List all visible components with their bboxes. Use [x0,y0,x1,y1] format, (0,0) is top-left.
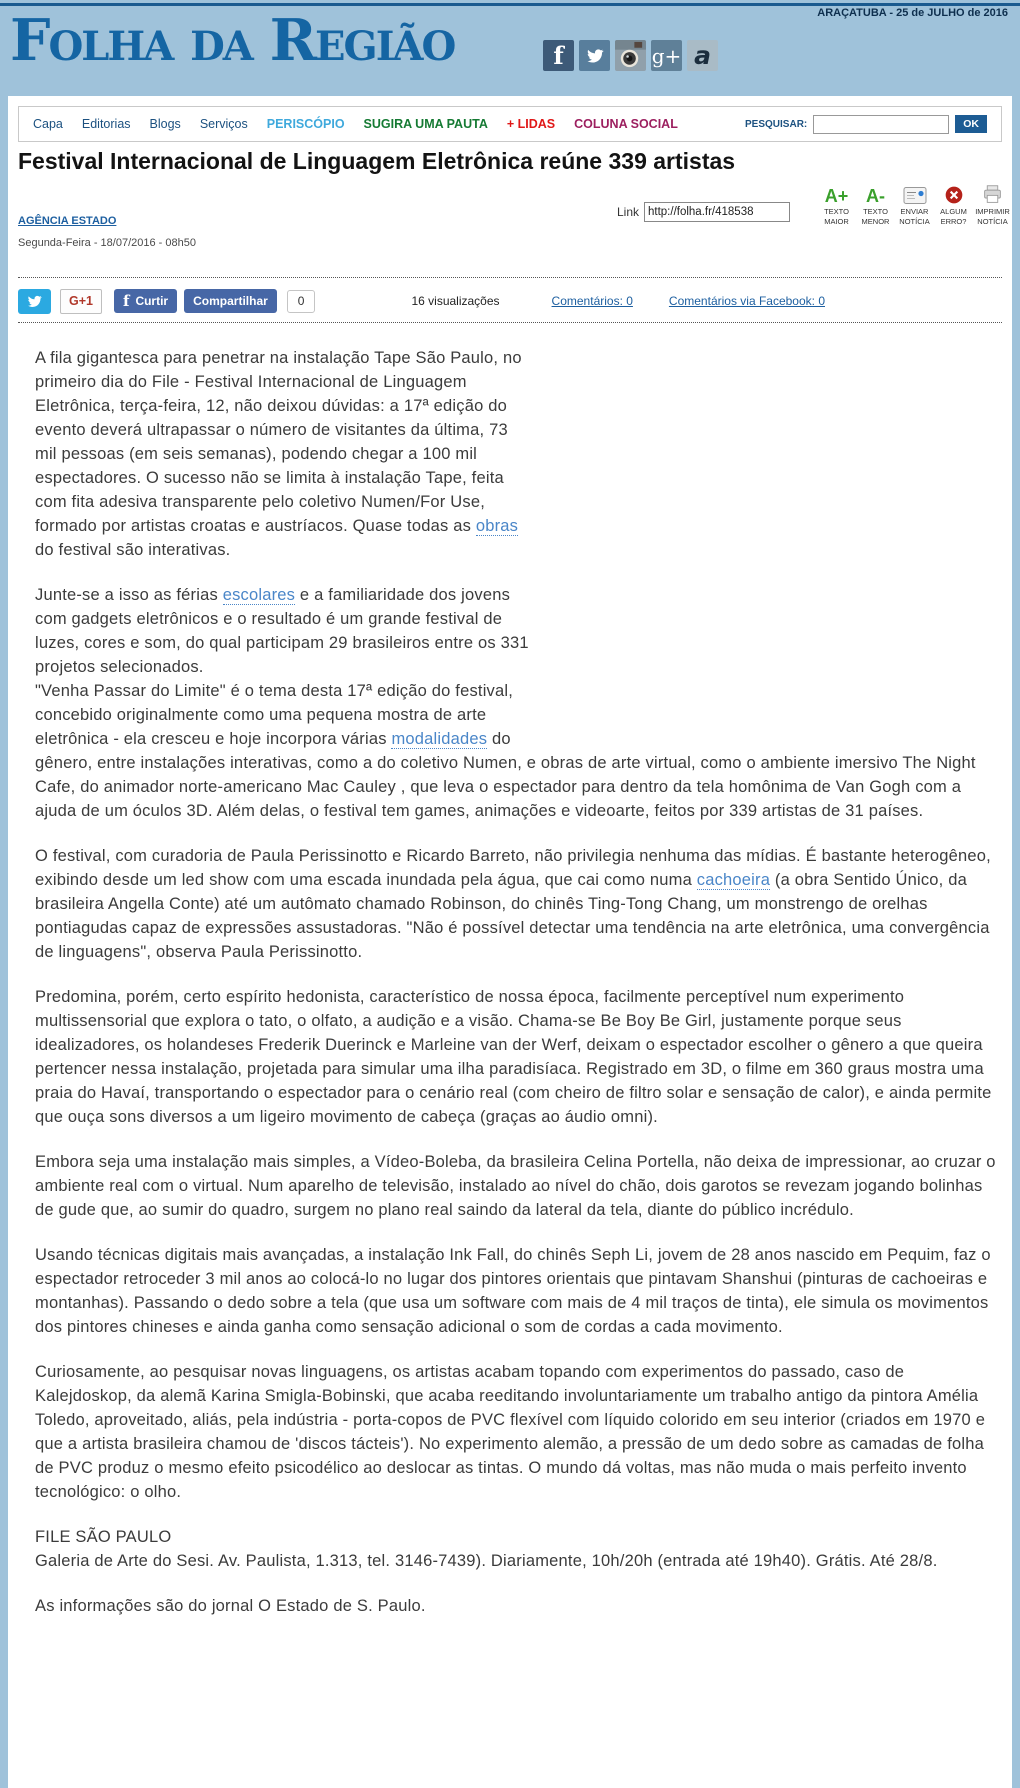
texto-maior-button[interactable] [819,182,854,227]
paragraph-text: "Venha Passar do Limite" é o tema desta 17ª edição do festival, concebido originalmente como uma pequena mostra de arte eletrônica - ela cresceu e hoje incorpora várias [35,682,514,748]
tool-label: IMPRIMIR [975,207,1010,216]
facebook-share-button[interactable] [184,289,277,313]
views-count: 16 visualizações [411,294,500,308]
search-group [745,115,987,134]
search-input[interactable] [813,115,949,134]
texto-menor-button[interactable] [858,182,893,227]
facebook-f-icon: f [122,292,130,310]
nav-item-editorias[interactable]: Editorias [81,117,131,131]
enviar-noticia-icon [903,186,927,205]
article-body [8,323,1012,1639]
image-placeholder [534,346,996,750]
paragraph-text: Galeria de Arte do Sesi. Av. Paulista, 1.313, tel. 3146-7439). Diariamente, 10h/20h (entrada até 19h40). Grátis. Até 28/8. [35,1552,938,1570]
imprimir-noticia-icon [982,184,1003,205]
share-count[interactable]: 0 [287,290,316,313]
paragraph-text: FILE SÃO PAULO [35,1528,172,1546]
search-label: PESQUISAR: [745,118,808,130]
article-paragraph [35,1594,996,1618]
site-logo[interactable]: Folha da Região [10,7,455,74]
paragraph-text: Junte-se a isso as férias [35,586,223,604]
tool-label: NOTÍCIA [977,216,1008,226]
tool-label: TEXTO [863,207,888,216]
like-label: Curtir [135,294,169,308]
twitter-share-button[interactable] [18,289,51,314]
article-paragraph [35,1150,996,1222]
header-social-icons [543,40,718,71]
article-paragraph [35,1243,996,1339]
inline-link[interactable]: obras [475,517,519,535]
app-a-glyph: a [694,41,711,70]
googleplus-glyph: g+ [651,43,682,68]
site-header [0,0,1020,96]
location-date: ARAÇATUBA - 25 de JULHO de 2016 [817,7,1008,19]
texto-maior-icon: A+ [824,186,849,206]
nav-item-periscopio[interactable]: PERISCÓPIO [266,117,345,131]
paragraph-text: e a familiaridade dos jovens com gadgets eletrônicos e o resultado é um grande festival de luzes, cores e som, do qual participam 29 brasileiros entre os 331 projetos selecionados. [35,586,529,676]
paragraph-text: do gênero, entre instalações interativas, como a do coletivo Numen, e obras de arte virtual, como o ambiente imersivo The Night Cafe, do animador norte-americano Mac Cauley , que leva o espectador para dentro da tela homônima de Van Gogh com a ajuda de um óculos 3D. Além delas, o festival tem games, animações e videoarte, feitos por 339 artistas de 31 países. [35,730,976,820]
instagram-camera-icon [615,40,646,71]
facebook-like-button[interactable] [114,289,177,313]
content-area [8,96,1012,1788]
comments-link[interactable]: Comentários: 0 [551,294,633,308]
short-link-input[interactable] [644,202,790,222]
article-tools [819,182,1010,227]
link-label: Link [616,205,639,219]
algum-erro-icon [944,185,964,205]
facebook-icon[interactable] [543,40,574,71]
twitter-icon[interactable] [579,40,610,71]
nav-item-mais-lidas[interactable]: + LIDAS [506,117,556,131]
paragraph-text: Embora seja uma instalação mais simples, a Vídeo-Boleba, da brasileira Celina Portella, não deixa de impressionar, ao cruzar o ambiente real com o virtual. Num aparelho de televisão, instalado ao nível do chão, dois garotos se revezam jogando bolinhas de gude que, ao sumir do quadro, surgem no plano real saindo da lateral da tela, diante do público incrédulo. [35,1153,996,1219]
share-label: Compartilhar [193,294,268,308]
tool-label: ERRO? [940,216,967,226]
nav-item-servicos[interactable]: Serviços [199,117,248,131]
share-bar [18,285,1002,317]
main-navigation [18,106,1002,142]
paragraph-text: Predomina, porém, certo espírito hedonista, característico de nossa época, facilmente perceptível num experimento multissensorial que explora o tato, o olfato, a audição e a visão. Chama-se Be Boy Be Girl, justamente porque seus idealizadores, os holandeses Frederik Duerinck e Marleine van der Werf, deixam o espectador escolher o gênero a que queira pertencer nessa instalação, projetada para simular uma ilha paradisíaca. Registrado em 3D, o filme em 360 graus mostra uma praia do Havaí, transportando o espectador para o cenário real (com cheiro de filtro solar e sensação de calor), e ainda permite que ouça sons diversos a um ligeiro movimento de cabeça (graças ao áudio omni). [35,988,992,1126]
twitter-bird-icon [26,293,43,310]
comments-facebook-link[interactable]: Comentários via Facebook: 0 [668,294,825,308]
tool-label: ALGUM [940,207,967,216]
algum-erro-button[interactable] [936,182,971,227]
paragraph-text: do festival são interativas. [35,541,231,559]
paragraph-text: O festival, com curadoria de Paula Perissinotto e Ricardo Barreto, não privilegia nenhuma das mídias. É bastante heterogêneo, exibindo desde um led show com uma escada inundada pela água, que cai como numa [35,847,991,889]
paragraph-text: (a obra Sentido Único, da brasileira Angella Conte) até um autômato chamado Robinson, do chinês Ting-Tong Chang, um monstrengo de orelhas pontiagudas capaz de expressões assustadoras. "Não é possível detectar uma tendência na arte eletrônica, uma convergência de linguagens", observa Paula Perissinotto. [35,871,990,961]
tool-label: MAIOR [824,216,849,226]
article-paragraph [35,1360,996,1504]
tool-label: ENVIAR [900,207,929,216]
paragraph-text: Usando técnicas digitais mais avançadas, a instalação Ink Fall, do chinês Seph Li, jovem de 28 anos nascido em Pequim, faz o espectador retroceder 3 mil anos ao colocá-lo no lugar dos pintores orientais que pintavam Shanshui (pinturas de cachoeiras e montanhas). Passando o dedo sobre a tela (que usa um software com mais de 4 mil traços de tinta), ele simula os movimentos dos pintores chineses e ainda ganha como sensação adicional o som de cordas a cada movimento. [35,1246,991,1336]
nav-item-capa[interactable]: Capa [33,117,63,131]
article-paragraph [35,1525,996,1573]
inline-link[interactable]: modalidades [391,730,488,748]
instagram-icon[interactable] [615,40,646,71]
short-link-row [617,202,790,222]
publish-dateline: Segunda-Feira - 18/07/2016 - 08h50 [18,237,196,249]
nav-item-coluna-social[interactable]: COLUNA SOCIAL [574,117,678,131]
inline-link[interactable]: escolares [222,586,296,604]
texto-menor-icon: A- [866,186,885,206]
byline-agency-link[interactable]: AGÊNCIA ESTADO [18,215,117,227]
imprimir-noticia-button[interactable] [975,182,1010,227]
inline-link[interactable]: cachoeira [696,871,771,889]
paragraph-text: Curiosamente, ao pesquisar novas linguagens, os artistas acabam topando com experimentos do passado, caso de Kalejdoskop, da alemã Karina Smigla-Bobinski, que acaba reeditando involuntariamente um trabalho antigo da pintora Amélia Toledo, aproveitado, aliás, pela indústria - porta-copos de PVC flexível com líquido colorido em seu interior (criados em 1970 e que a artista brasileira chamou de 'discos tácteis'). No experimento alemão, a pressão de um dedo sobre as camadas de folha de PVC produz o mesmo efeito psicodélico ao deslocar as tintas. O mundo dá voltas, mas não muda o mais perfeito invento tecnológico: o olho. [35,1363,986,1501]
paragraph-text: As informações são do jornal O Estado de S. Paulo. [35,1597,426,1615]
article-paragraph [35,844,996,964]
page-title: Festival Internacional de Linguagem Eletrônica reúne 339 artistas [18,148,736,174]
article-paragraph [35,985,996,1129]
facebook-glyph: f [553,41,564,70]
search-ok-button[interactable]: OK [955,115,987,133]
paragraph-text: A fila gigantesca para penetrar na instalação Tape São Paulo, no primeiro dia do File - Festival Internacional de Linguagem Eletrônica, terça-feira, 12, não deixou dúvidas: a 17ª edição do evento deverá ultrapassar o número de visitantes da última, 73 mil pessoas (em seis semanas), podendo chegar a 100 mil espectadores. O sucesso não se limita à instalação Tape, feita com fita adesiva transparente pelo coletivo Numen/For Use, formado por artistas croatas e austríacos. Quase todas as [35,349,522,535]
tool-label: MENOR [861,216,890,226]
tool-label: TEXTO [824,207,849,216]
gplus-one-button[interactable]: G+1 [60,289,102,314]
nav-item-blogs[interactable]: Blogs [149,117,181,131]
enviar-noticia-button[interactable] [897,182,932,227]
googleplus-icon[interactable] [651,40,682,71]
dotted-divider [18,277,1002,278]
nav-item-sugira-pauta[interactable]: SUGIRA UMA PAUTA [363,117,488,131]
app-a-icon[interactable] [687,40,718,71]
tool-label: NOTÍCIA [899,216,930,226]
twitter-bird-icon [585,46,605,66]
